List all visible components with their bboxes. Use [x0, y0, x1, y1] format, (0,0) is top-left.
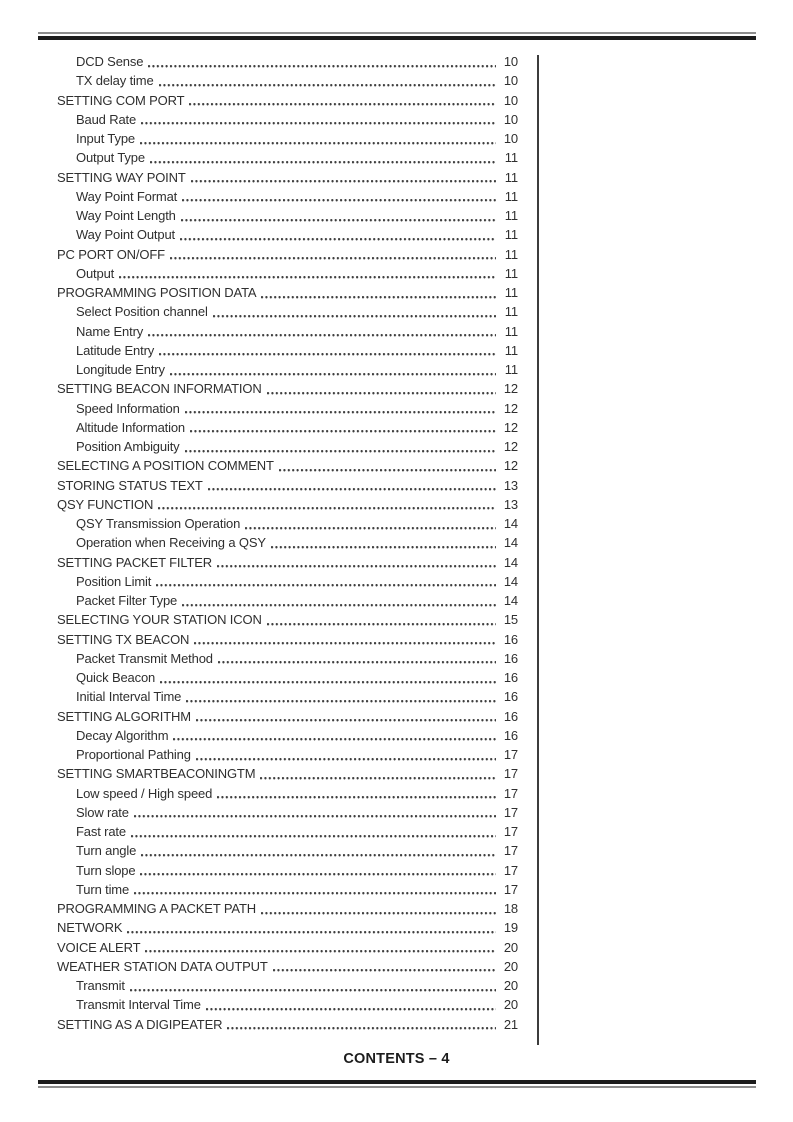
- toc-entry: [57, 514, 518, 533]
- dot-leader: [181, 187, 496, 206]
- toc-entry: [57, 957, 518, 976]
- toc-entry-label: Quick Beacon: [76, 670, 156, 685]
- dot-leader: [133, 880, 496, 899]
- toc-entry-page-number: 11: [504, 362, 518, 377]
- dot-leader: [216, 784, 496, 803]
- toc-entry-page-number: 13: [503, 496, 518, 512]
- dot-leader: [147, 322, 496, 341]
- dot-leader: [278, 456, 496, 475]
- toc-entry-page-number: 20: [503, 939, 518, 955]
- toc-entry-page-number: 14: [503, 535, 518, 551]
- dot-leader: [188, 91, 496, 110]
- toc-entry-page-number: 19: [503, 920, 518, 936]
- dot-leader: [260, 899, 496, 918]
- page-footer: CONTENTS – 4: [343, 1051, 450, 1067]
- toc-entry: [57, 822, 518, 841]
- toc-entry-label: Turn slope: [76, 862, 136, 878]
- toc-entry-page-number: 14: [503, 593, 518, 608]
- column-divider-line: [537, 55, 539, 1045]
- toc-entry-page-number: 11: [504, 323, 518, 339]
- dot-leader: [244, 514, 496, 533]
- toc-entry-page-number: 11: [504, 227, 518, 243]
- toc-entry: [57, 803, 518, 822]
- toc-entry-label: VOICE ALERT: [57, 939, 141, 955]
- toc-entry-label: Name Entry: [76, 323, 144, 339]
- toc-entry-page-number: 11: [504, 208, 518, 223]
- toc-entry: [57, 649, 518, 668]
- toc-entry: [57, 533, 518, 552]
- toc-entry-label: Way Point Output: [76, 227, 175, 243]
- toc-entry-label: Position Limit: [76, 573, 152, 589]
- toc-entry-label: Output Type: [76, 150, 145, 166]
- bottom-double-rule: [38, 1080, 756, 1088]
- dot-leader: [190, 168, 496, 187]
- dot-leader: [195, 745, 496, 764]
- toc-entry: [57, 745, 518, 764]
- toc-entry-label: SETTING WAY POINT: [57, 169, 186, 185]
- dot-leader: [207, 476, 496, 495]
- toc-entry: [57, 899, 518, 918]
- toc-entry-label: Select Position channel: [76, 304, 208, 320]
- toc-entry-label: Turn angle: [76, 843, 137, 859]
- toc-entry-page-number: 11: [504, 285, 518, 300]
- dot-leader: [193, 630, 496, 649]
- dot-leader: [144, 938, 496, 957]
- toc-entry-label: QSY Transmission Operation: [76, 516, 241, 531]
- toc-entry: [57, 437, 518, 456]
- toc-entry-label: Longitude Entry: [76, 362, 165, 377]
- toc-entry-label: Proportional Pathing: [76, 747, 191, 762]
- dot-leader: [158, 71, 496, 90]
- dot-leader: [129, 976, 496, 995]
- dot-leader: [158, 341, 496, 360]
- top-double-rule: [38, 32, 756, 40]
- toc-entry: [57, 187, 518, 206]
- toc-entry: [57, 225, 518, 244]
- toc-entry-page-number: 11: [504, 169, 518, 185]
- dot-leader: [266, 610, 496, 629]
- toc-entry-page-number: 20: [503, 978, 518, 993]
- dot-leader: [118, 264, 496, 283]
- dot-leader: [217, 649, 496, 668]
- toc-entry-label: WEATHER STATION DATA OUTPUT: [57, 958, 268, 974]
- dot-leader: [212, 302, 496, 321]
- toc-entry-page-number: 11: [504, 342, 518, 358]
- toc-entry-page-number: 12: [503, 419, 518, 435]
- toc-entry-page-number: 12: [503, 381, 518, 397]
- dot-leader: [139, 129, 496, 148]
- toc-entry-page-number: 17: [503, 804, 518, 820]
- toc-entry-label: Transmit Interval Time: [76, 997, 201, 1013]
- toc-entry-page-number: 11: [504, 188, 518, 204]
- toc-entry-label: SELECTING A POSITION COMMENT: [57, 458, 274, 474]
- toc-entry-label: SETTING BEACON INFORMATION: [57, 381, 262, 397]
- dot-leader: [181, 591, 496, 610]
- dot-leader: [179, 225, 496, 244]
- toc-entry-page-number: 11: [504, 304, 518, 320]
- toc-entry-label: SELECTING YOUR STATION ICON: [57, 612, 262, 628]
- top-rule-thick-line: [38, 36, 756, 40]
- toc-entry-page-number: 12: [503, 439, 518, 454]
- dot-leader: [259, 764, 496, 783]
- toc-entry: [57, 707, 518, 726]
- toc-entry-label: TX delay time: [76, 73, 154, 89]
- dot-leader: [184, 437, 496, 456]
- toc-entry: [57, 52, 518, 71]
- dot-leader: [185, 687, 496, 706]
- toc-entry-label: SETTING AS A DIGIPEATER: [57, 1016, 223, 1032]
- dot-leader: [140, 110, 496, 129]
- toc-entry: [57, 841, 518, 860]
- dot-leader: [147, 52, 496, 71]
- dot-leader: [216, 553, 496, 572]
- toc-entry: [57, 687, 518, 706]
- toc-entry-label: Baud Rate: [76, 111, 137, 127]
- toc-entry-page-number: 14: [503, 573, 518, 589]
- toc-entry-label: Fast rate: [76, 824, 126, 839]
- dot-leader: [155, 572, 496, 591]
- toc-entry-label: Output: [76, 265, 115, 281]
- toc-entry: [57, 148, 518, 167]
- toc-entry-page-number: 17: [503, 785, 518, 801]
- toc-entry-label: Transmit: [76, 978, 125, 993]
- toc-entry-page-number: 11: [504, 150, 518, 166]
- toc-entry: [57, 880, 518, 899]
- toc-entry: [57, 399, 518, 418]
- toc-entry-page-number: 21: [503, 1016, 518, 1032]
- dot-leader: [226, 1015, 496, 1034]
- toc-entry-page-number: 17: [503, 881, 518, 897]
- toc-entry: [57, 91, 518, 110]
- toc-entry-page-number: 17: [503, 747, 518, 762]
- toc-entry-label: SETTING SMARTBEACONINGTM: [57, 766, 256, 782]
- bottom-rule-thin-line: [38, 1086, 756, 1088]
- toc-entry-label: SETTING PACKET FILTER: [57, 554, 213, 570]
- dot-leader: [159, 668, 496, 687]
- toc-entry-label: Latitude Entry: [76, 342, 155, 358]
- dot-leader: [180, 206, 496, 225]
- dot-leader: [133, 803, 496, 822]
- toc-entry-label: Way Point Length: [76, 208, 176, 223]
- toc-entry-label: PROGRAMMING POSITION DATA: [57, 285, 257, 300]
- toc-entry: [57, 245, 518, 264]
- toc-entry: [57, 764, 518, 783]
- toc-entry: [57, 553, 518, 572]
- toc-entry: [57, 168, 518, 187]
- toc-entry-page-number: 16: [503, 650, 518, 666]
- toc-entry-page-number: 11: [504, 246, 518, 262]
- toc-entry-page-number: 16: [503, 727, 518, 743]
- toc-entry-label: Decay Algorithm: [76, 727, 169, 743]
- toc-entry: [57, 918, 518, 937]
- dot-leader: [184, 399, 496, 418]
- dot-leader: [172, 726, 496, 745]
- toc-entry-page-number: 10: [503, 111, 518, 127]
- toc-entry: [57, 206, 518, 225]
- toc-entry: [57, 283, 518, 302]
- toc-entry-page-number: 20: [503, 958, 518, 974]
- toc-entry-label: Low speed / High speed: [76, 785, 213, 801]
- toc-entry-label: Speed Information: [76, 400, 180, 416]
- toc-entry-label: Way Point Format: [76, 188, 178, 204]
- toc-entry-label: QSY FUNCTION: [57, 496, 154, 512]
- dot-leader: [149, 148, 496, 167]
- dot-leader: [195, 707, 496, 726]
- toc-entry-label: Initial Interval Time: [76, 689, 182, 705]
- toc-entry: [57, 784, 518, 803]
- toc-entry-page-number: 17: [503, 862, 518, 878]
- toc-entry: [57, 630, 518, 649]
- toc-entry: [57, 360, 518, 379]
- dot-leader: [266, 379, 496, 398]
- toc-entry-page-number: 12: [503, 400, 518, 416]
- dot-leader: [126, 918, 496, 937]
- toc-entry-label: Packet Filter Type: [76, 593, 178, 608]
- toc-entry: [57, 610, 518, 629]
- toc-entry: [57, 322, 518, 341]
- toc-entry-page-number: 16: [503, 689, 518, 705]
- dot-leader: [260, 283, 496, 302]
- toc-entry-page-number: 12: [503, 458, 518, 474]
- toc-entry: [57, 572, 518, 591]
- dot-leader: [189, 418, 496, 437]
- toc-entry-label: DCD Sense: [76, 54, 144, 69]
- toc-entry-page-number: 16: [503, 670, 518, 685]
- toc-entry: [57, 341, 518, 360]
- toc-entry: [57, 476, 518, 495]
- dot-leader: [140, 841, 496, 860]
- toc-entry-page-number: 16: [503, 708, 518, 724]
- toc-entry-page-number: 18: [503, 901, 518, 916]
- toc-entry-page-number: 16: [503, 631, 518, 647]
- toc-entry-page-number: 10: [503, 54, 518, 69]
- toc-entry-page-number: 14: [503, 516, 518, 531]
- toc-entry-label: SETTING ALGORITHM: [57, 708, 191, 724]
- toc-entry: [57, 1015, 518, 1034]
- toc-entry: [57, 495, 518, 514]
- toc-entry-label: Input Type: [76, 131, 135, 146]
- toc-entry-label: SETTING TX BEACON: [57, 631, 190, 647]
- toc-entry-page-number: 14: [503, 554, 518, 570]
- toc-entry-page-number: 15: [503, 612, 518, 628]
- toc-entry: [57, 379, 518, 398]
- toc-entry-page-number: 10: [503, 131, 518, 146]
- toc-entry-label: Operation when Receiving a QSY: [76, 535, 266, 551]
- toc-entry: [57, 938, 518, 957]
- toc-entry-label: NETWORK: [57, 920, 123, 936]
- toc-entry-label: Position Ambiguity: [76, 439, 180, 454]
- dot-leader: [139, 861, 496, 880]
- toc-entry-label: PROGRAMMING A PACKET PATH: [57, 901, 256, 916]
- toc-entry-label: STORING STATUS TEXT: [57, 477, 203, 493]
- toc-entry: [57, 591, 518, 610]
- toc-entry: [57, 976, 518, 995]
- dot-leader: [157, 495, 496, 514]
- toc-entry-page-number: 10: [503, 73, 518, 89]
- toc-entry: [57, 71, 518, 90]
- dot-leader: [130, 822, 496, 841]
- toc-entry-page-number: 10: [503, 92, 518, 108]
- toc-entry: [57, 456, 518, 475]
- toc-entry: [57, 995, 518, 1014]
- toc-entry-label: Packet Transmit Method: [76, 650, 213, 666]
- toc-entry: [57, 302, 518, 321]
- toc-entry-page-number: 11: [504, 265, 518, 281]
- toc-entry-page-number: 17: [503, 824, 518, 839]
- dot-leader: [205, 995, 496, 1014]
- toc-entry: [57, 418, 518, 437]
- toc-entry: [57, 129, 518, 148]
- toc-entry-label: Slow rate: [76, 804, 129, 820]
- toc-entry: [57, 726, 518, 745]
- table-of-contents: [57, 52, 518, 1034]
- toc-entry-label: SETTING COM PORT: [57, 92, 185, 108]
- dot-leader: [169, 360, 496, 379]
- toc-entry: [57, 110, 518, 129]
- toc-entry-label: PC PORT ON/OFF: [57, 246, 165, 262]
- toc-entry-page-number: 17: [503, 843, 518, 859]
- toc-entry: [57, 668, 518, 687]
- dot-leader: [270, 533, 496, 552]
- toc-entry-label: Turn time: [76, 881, 130, 897]
- toc-entry-page-number: 20: [503, 997, 518, 1013]
- toc-entry-label: Altitude Information: [76, 419, 186, 435]
- toc-entry: [57, 264, 518, 283]
- toc-entry-page-number: 17: [503, 766, 518, 782]
- toc-entry: [57, 861, 518, 880]
- dot-leader: [272, 957, 496, 976]
- dot-leader: [169, 245, 496, 264]
- toc-entry-page-number: 13: [503, 477, 518, 493]
